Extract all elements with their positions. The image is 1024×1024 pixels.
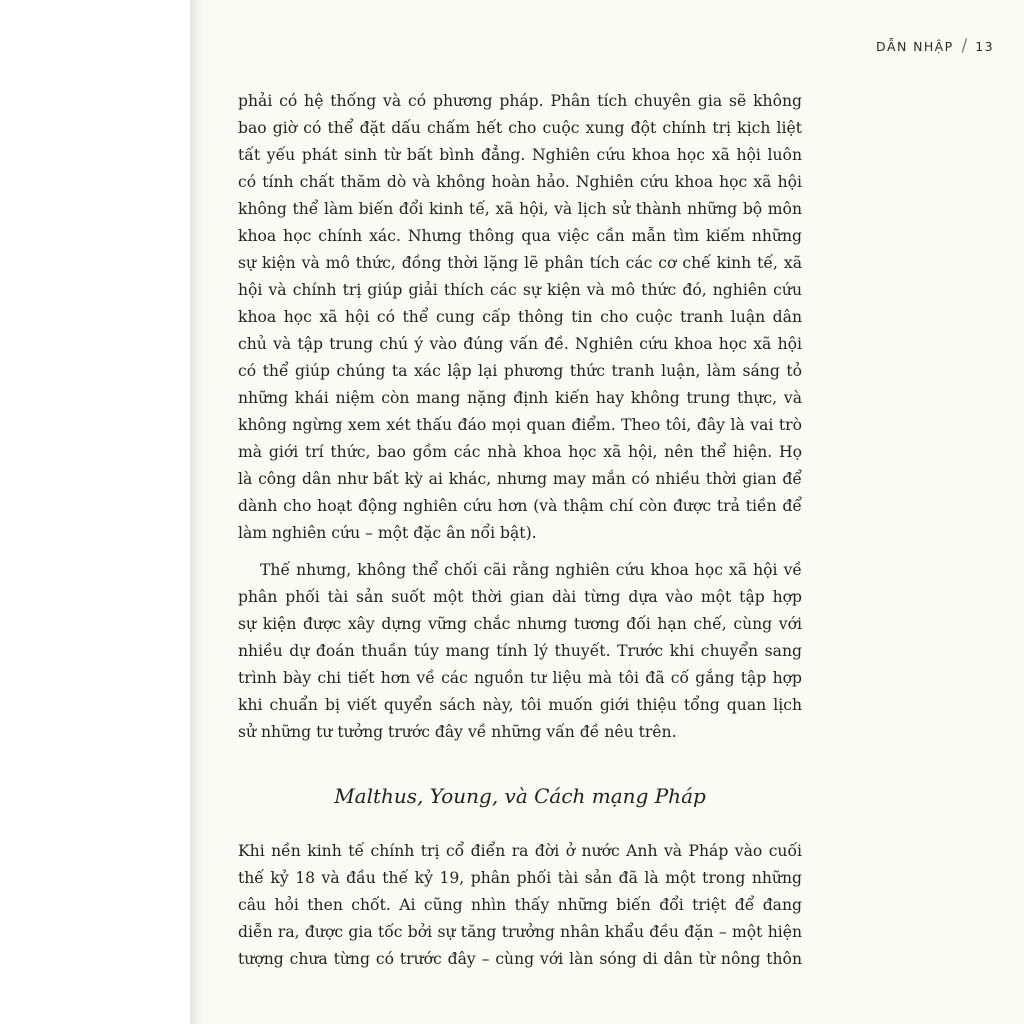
paragraph-gap <box>238 547 802 557</box>
text-line: câu hỏi then chốt. Ai cũng nhìn thấy những biến đổi triệt để đang <box>238 896 802 914</box>
paragraph-2 <box>238 557 802 746</box>
text-line: là công dân như bất kỳ ai khác, nhưng may mắn có nhiều thời gian để <box>238 470 802 488</box>
text-line: tất yếu phát sinh từ bất bình đẳng. Nghiên cứu khoa học xã hội luôn <box>238 146 802 164</box>
text-line: chủ và tập trung chú ý vào đúng vấn đề. Nghiên cứu khoa học xã hội <box>238 335 802 353</box>
text-line: nhiều dự đoán thuần túy mang tính lý thuyết. Trước khi chuyển sang <box>238 642 802 660</box>
text-line: phân phối tài sản suốt một thời gian dài từng dựa vào một tập hợp <box>238 588 802 606</box>
body-text-top <box>238 88 802 746</box>
text-line: trình bày chi tiết hơn về các nguồn tư liệu mà tôi đã cố gắng tập hợp <box>238 669 802 687</box>
text-line: diễn ra, được gia tốc bởi sự tăng trưởng nhân khẩu đều đặn – một hiện <box>238 923 802 941</box>
text-line: bao giờ có thể đặt dấu chấm hết cho cuộc xung đột chính trị kịch liệt <box>238 119 802 137</box>
text-line: sử những tư tưởng trước đây về những vấn đề nêu trên. <box>238 723 677 741</box>
section-heading: Malthus, Young, và Cách mạng Pháp <box>334 784 706 808</box>
text-line: sự kiện và mô thức, đồng thời lặng lẽ phân tích các cơ chế kinh tế, xã <box>238 254 802 272</box>
text-line: Thế nhưng, không thể chối cãi rằng nghiên cứu khoa học xã hội về <box>260 561 802 579</box>
text-line: thế kỷ 18 và đầu thế kỷ 19, phân phối tài sản đã là một trong những <box>238 869 802 887</box>
text-line: khi chuẩn bị viết quyển sách này, tôi muốn giới thiệu tổng quan lịch <box>238 696 802 714</box>
text-line: khoa học chính xác. Nhưng thông qua việc cần mẫn tìm kiếm những <box>238 227 802 245</box>
page-gutter-shadow <box>190 0 204 1024</box>
text-line: có tính chất thăm dò và không hoàn hảo. Nghiên cứu khoa học xã hội <box>238 173 802 191</box>
paragraph-1 <box>238 88 802 547</box>
text-line: phải có hệ thống và có phương pháp. Phân tích chuyên gia sẽ không <box>238 92 802 110</box>
text-line: những khái niệm còn mang nặng định kiến hay không trung thực, và <box>238 389 802 407</box>
running-header-separator: / <box>961 36 968 56</box>
text-line: không thể làm biến đổi kinh tế, xã hội, và lịch sử thành những bộ môn <box>238 200 802 218</box>
text-line: Khi nền kinh tế chính trị cổ điển ra đời ở nước Anh và Pháp vào cuối <box>238 842 802 860</box>
running-header-section: DẪN NHẬP <box>876 38 954 54</box>
text-line: có thể giúp chúng ta xác lập lại phương thức tranh luận, làm sáng tỏ <box>238 362 802 380</box>
text-line: khoa học xã hội có thể cung cấp thông tin cho cuộc tranh luận dân <box>238 308 802 326</box>
text-line: hội và chính trị giúp giải thích các sự kiện và mô thức đó, nghiên cứu <box>238 281 802 299</box>
text-line: làm nghiên cứu – một đặc ân nổi bật). <box>238 524 537 542</box>
page-number: 13 <box>975 38 994 54</box>
text-line: dành cho hoạt động nghiên cứu hơn (và thậm chí còn được trả tiền để <box>238 497 802 515</box>
text-line: mà giới trí thức, bao gồm các nhà khoa học xã hội, nên thể hiện. Họ <box>238 443 802 461</box>
running-header <box>876 36 994 56</box>
text-line: không ngừng xem xét thấu đáo mọi quan điểm. Theo tôi, đây là vai trò <box>238 416 802 434</box>
text-line: tượng chưa từng có trước đây – cùng với làn sóng di dân từ nông thôn <box>238 950 802 968</box>
paragraph-3 <box>238 838 802 973</box>
book-page <box>190 0 1024 1024</box>
text-line: sự kiện được xây dựng vững chắc nhưng tương đối hạn chế, cùng với <box>238 615 802 633</box>
